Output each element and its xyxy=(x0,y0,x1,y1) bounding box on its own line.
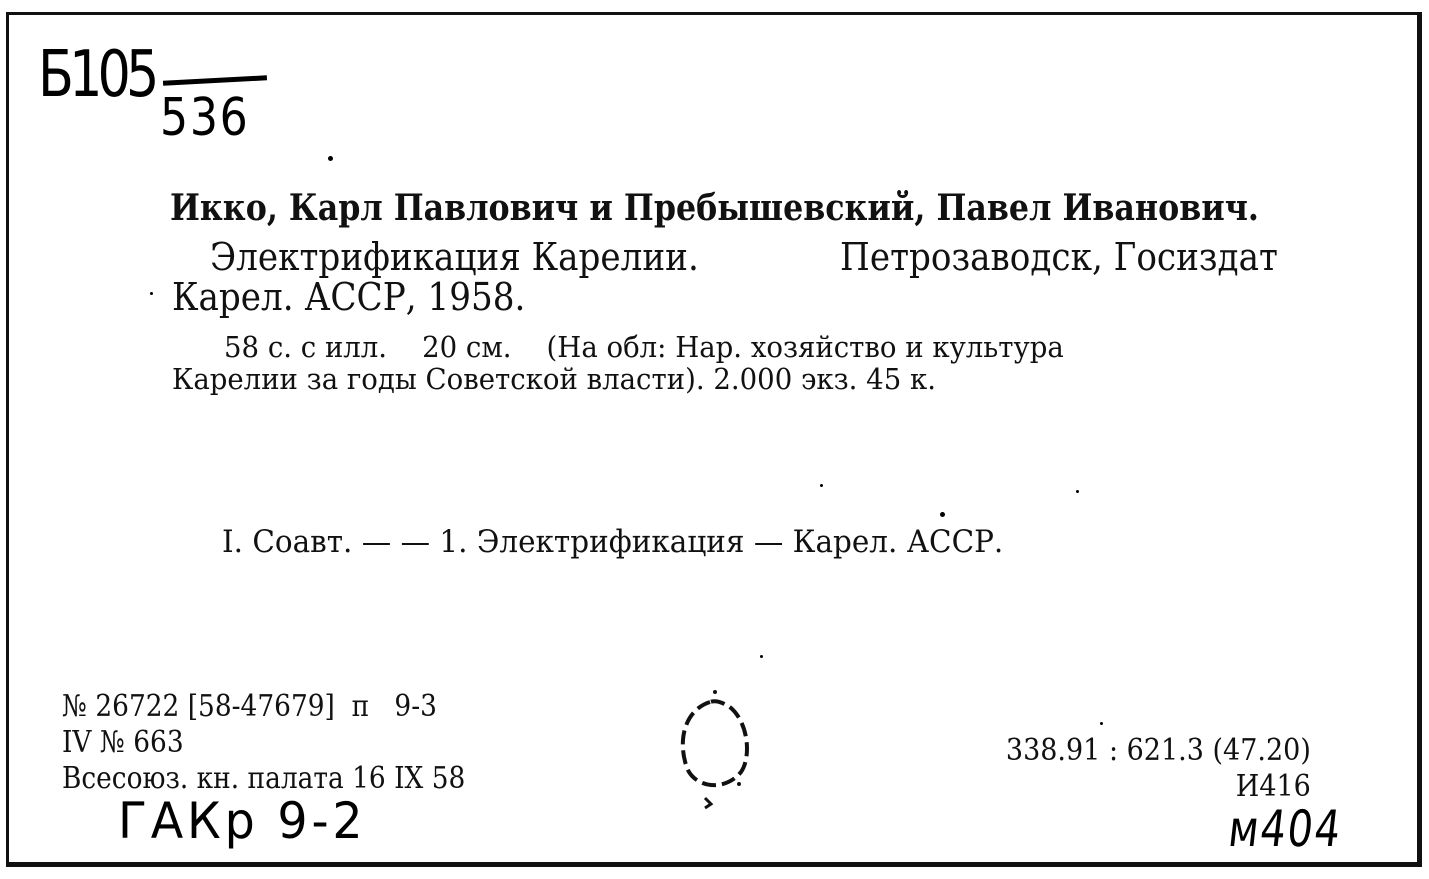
ink-speck xyxy=(820,484,823,487)
book-chamber-line1: № 26722 [58-47679] п 9-3 xyxy=(62,689,437,724)
book-chamber-block xyxy=(62,689,465,797)
book-chamber-line3: Всесоюз. кн. палата 16 IX 58 xyxy=(62,761,466,796)
entry-description-line2: Карелии за годы Советской власти). 2.000 экз. 45 к. xyxy=(172,362,936,396)
ink-speck xyxy=(1100,722,1103,725)
ink-speck xyxy=(760,655,763,658)
ink-speck xyxy=(150,292,153,295)
udc-number: 338.91 : 621.3 (47.20) xyxy=(1006,733,1311,768)
shelfmark-sub: 536 xyxy=(160,88,250,148)
entry-publisher-year: Карел. АССР, 1958. xyxy=(172,275,526,319)
entry-heading: Икко, Карл Павлович и Пребышевский, Павел Иванович. xyxy=(170,187,1259,229)
ink-speck xyxy=(1076,490,1079,493)
ink-speck xyxy=(940,512,945,517)
archive-mark: ГАКр 9-2 xyxy=(118,792,367,850)
book-chamber-line2: IV № 663 xyxy=(62,725,184,760)
entry-description-line1: 58 с. с илл. 20 см. (На обл: Нар. хозяйство и культура xyxy=(224,330,1064,364)
entry-place-publisher: Петрозаводск, Госиздат xyxy=(840,235,1278,279)
inventory-mark: м404 xyxy=(1225,800,1345,858)
classification-block xyxy=(1006,733,1311,805)
author-mark: И416 xyxy=(1235,769,1311,804)
subject-tracing: I. Соавт. — — 1. Электрификация — Карел. АССР. xyxy=(222,524,1004,560)
shelfmark-main: Б105 xyxy=(38,38,155,112)
punch-hole-mark xyxy=(665,680,765,830)
entry-title: Электрификация Карелии. xyxy=(210,235,699,279)
ink-speck xyxy=(328,156,333,161)
